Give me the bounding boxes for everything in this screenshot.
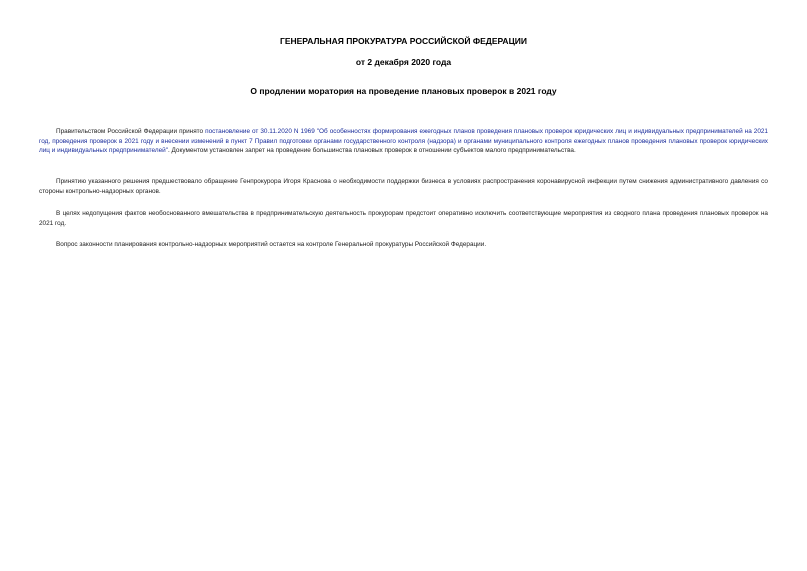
paragraph-4 bbox=[39, 240, 768, 250]
paragraph-2 bbox=[39, 177, 768, 196]
document-date: от 2 декабря 2020 года bbox=[355, 57, 452, 67]
paragraph-2-text: Принятию указанного решения предшествовало обращение Генпрокурора Игоря Краснова о необходимости поддержки бизнеса в условиях распространения коронавирусной инфекции путем снижения административного давления со стороны контрольно-надзорных органов. bbox=[39, 178, 768, 195]
paragraph-1 bbox=[39, 127, 768, 156]
decree-link[interactable]: постановление от 30.11.2020 N 1969 "Об особенностях формирования ежегодных планов проведения плановых проверок юридических лиц и индивидуальных предпринимателей на 2021 год, проведения проверок в 2021 году и внесении изменений в пункт 7 Правил подготовки органами государственного контроля (надзора) и органами муниципального контроля ежегодных планов проведения плановых проверок юридических лиц и индивидуальных предпринимателей" bbox=[39, 128, 768, 155]
paragraph-4-text: Вопрос законности планирования контрольно-надзорных мероприятий остается на контроле Генеральной прокуратуры Российской Федерации. bbox=[56, 241, 487, 248]
paragraph-3-text: В целях недопущения фактов необоснованного вмешательства в предпринимательскую деятельность прокурорам предстоит оперативно исключить соответствующие мероприятия из сводного плана проведения плановых проверок на 2021 год. bbox=[39, 210, 768, 227]
paragraph-3 bbox=[39, 209, 768, 228]
paragraph-1-intro: Правительством Российской Федерации принято bbox=[56, 128, 206, 135]
document-title: О продлении моратория на проведение плановых проверок в 2021 году bbox=[250, 86, 557, 96]
organization-heading: ГЕНЕРАЛЬНАЯ ПРОКУРАТУРА РОССИЙСКОЙ ФЕДЕРАЦИИ bbox=[280, 36, 527, 46]
paragraph-1-rest: . Документом установлен запрет на проведение большинства плановых проверок в отношении субъектов малого предпринимательства. bbox=[167, 147, 576, 155]
